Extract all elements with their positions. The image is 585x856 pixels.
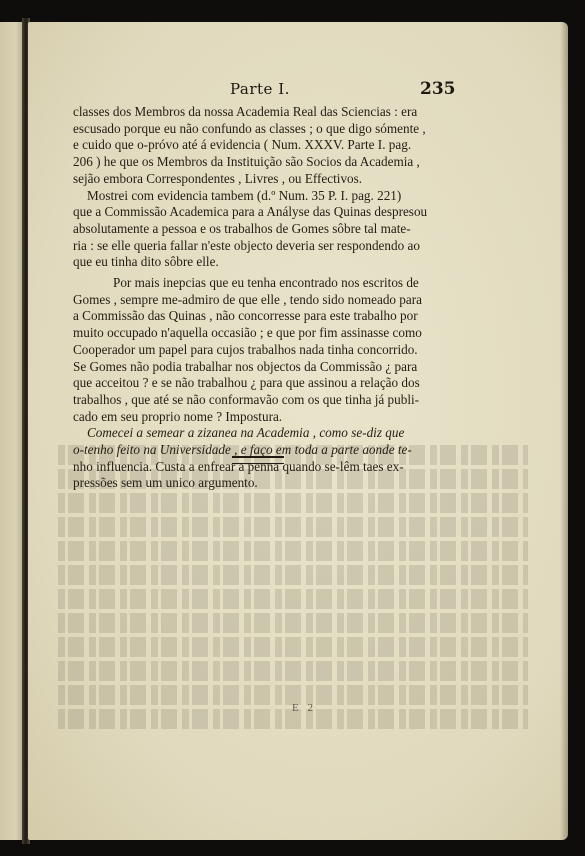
body-text — [73, 104, 447, 492]
text-line: Por mais inepcias que eu tenha encontrado nos escritos de — [113, 275, 419, 291]
text-line: nho influencia. Custa a enfrear a penna quando se-lêm taes ex- — [73, 458, 404, 474]
text-line: Gomes , sempre me-admiro de que elle , tendo sido nomeado para — [73, 291, 422, 307]
text-line: cado em seu proprio nome ? Impostura. — [73, 408, 283, 424]
text-line: 206 ) he que os Membros da Instituição são Socios da Academia , — [73, 154, 420, 170]
page-edge-shadow — [560, 22, 568, 840]
text-line: ria : se elle queria fallar n'este objecto deveria ser respondendo ao — [73, 237, 420, 253]
text-line: sejão embora Correspondentes , Livres , ou Effectivos. — [73, 170, 363, 186]
italic-quote: Comecei a semear a zizanea na Academia , como se-diz que — [87, 425, 405, 441]
header-title: Parte I. — [230, 80, 290, 98]
section-divider-rule — [232, 456, 284, 464]
text-line: trabalhos , que até se não conformavão com os que tinha já publi- — [73, 391, 420, 407]
text-line: absolutamente a pessoa e os trabalhos de Gomes sôbre tal mate- — [73, 220, 411, 236]
text-line: pressões sem um unico argumento. — [73, 475, 258, 491]
text-line: e cuido que o-próvo até á evidencia ( Num. XXXV. Parte I. pag. — [73, 137, 412, 153]
text-line: muito occupado n'aquella occasião ; e que por fim assinasse como — [73, 325, 422, 341]
italic-quote: o-tenho feito na Universidade , e faço em toda a parte aonde te- — [73, 442, 412, 458]
page-number: 235 — [420, 79, 456, 99]
running-header — [28, 80, 568, 104]
signature-mark: E 2 — [292, 702, 316, 714]
text-line: Cooperador um papel para cujos trabalhos nada tinha concorrido. — [73, 341, 418, 357]
text-line: Mostrei com evidencia tambem (d.º Num. 35 P. I. pag. 221) — [87, 187, 402, 203]
text-line: que a Commissão Academica para a Anályse das Quinas despresou — [73, 204, 428, 220]
italic-quote-line — [73, 425, 447, 442]
text-line: a Commissão das Quinas , não concorresse para este trabalho por — [73, 308, 418, 324]
text-line: escusado porque eu não confundo as classes ; o que digo sómente , — [73, 120, 426, 136]
text-line: que acceitou ? e se não trabalhou ¿ para que assinou a relação dos — [73, 375, 420, 391]
text-line: Se Gomes não podia trabalhar nos objectos da Commissão ¿ para — [73, 358, 418, 374]
text-line: que eu tinha dito sôbre elle. — [73, 254, 219, 270]
text-line: classes dos Membros da nossa Academia Real das Sciencias : era — [73, 104, 418, 119]
